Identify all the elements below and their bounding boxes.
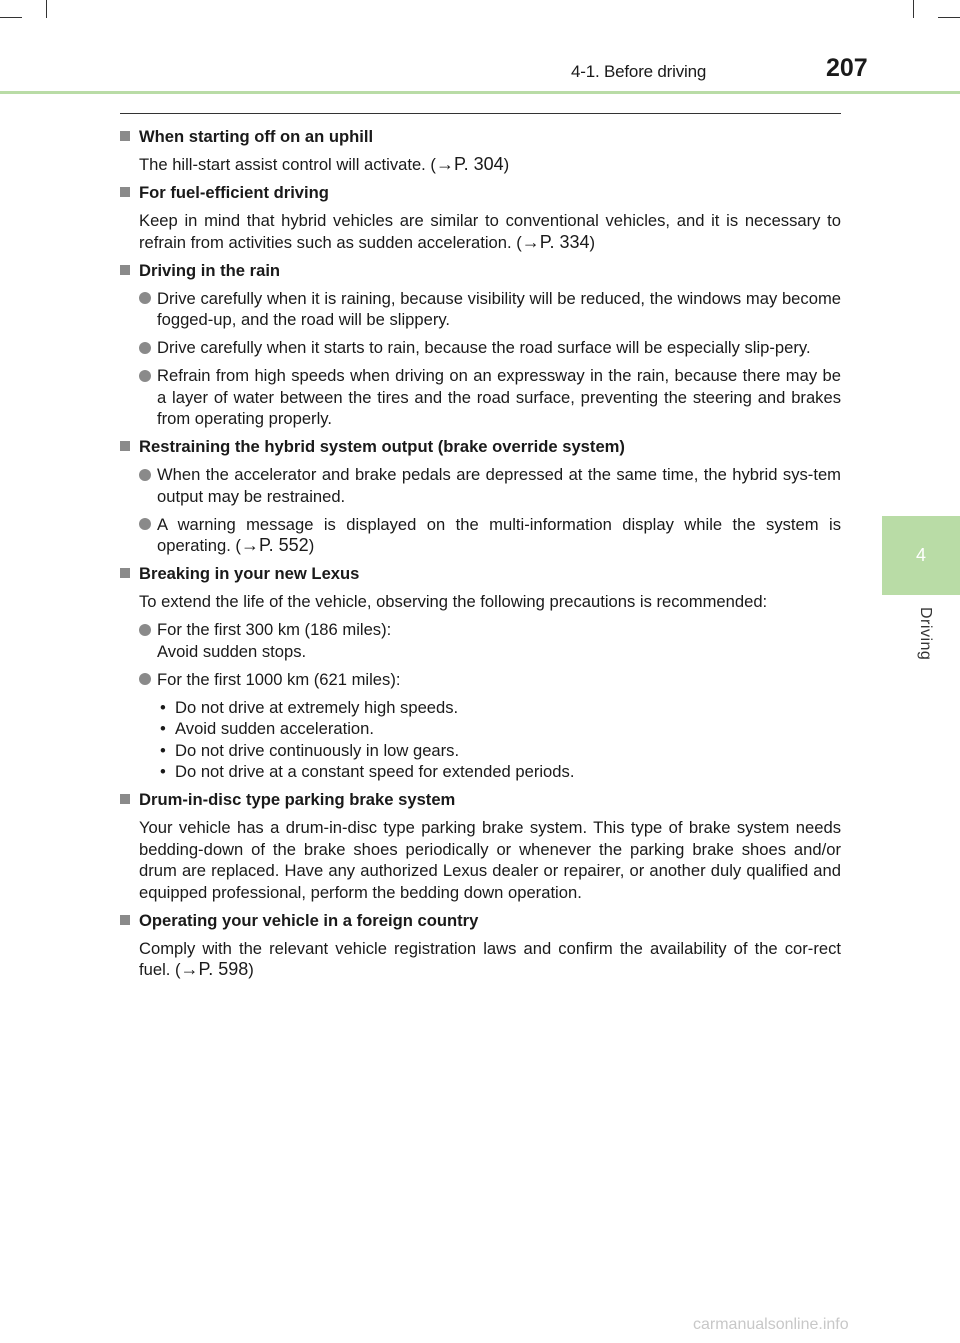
- circle-bullet-icon: [139, 342, 151, 354]
- section-heading: Breaking in your new Lexus: [120, 563, 841, 585]
- sub-list: [160, 697, 841, 783]
- list-item: Drive carefully when it is raining, because visibility will be reduced, the windows may become fogged-up, and the road will be slippery.: [139, 288, 841, 331]
- list-item: For the first 300 km (186 miles): Avoid sudden stops.: [139, 619, 841, 662]
- page-reference-link[interactable]: →P. 304: [435, 154, 504, 174]
- section-paragraph: Comply with the relevant vehicle registration laws and confirm the availability of the cor-rect fuel. (→P. 598): [139, 938, 841, 979]
- section-heading: Drum-in-disc type parking brake system: [120, 789, 841, 811]
- section-heading: Driving in the rain: [120, 260, 841, 282]
- page-reference-link[interactable]: →P. 598: [180, 959, 249, 979]
- crop-mark: [46, 0, 47, 18]
- square-bullet-icon: [120, 187, 130, 197]
- page-content: [120, 126, 841, 981]
- sub-list-item: • Do not drive continuously in low gears.: [160, 740, 460, 760]
- page-reference-link[interactable]: →P. 334: [521, 231, 590, 252]
- square-bullet-icon: [120, 915, 130, 925]
- header-rule: [0, 91, 960, 94]
- watermark: carmanualsonline.info: [693, 1316, 849, 1333]
- chapter-title: Driving: [917, 607, 934, 661]
- circle-bullet-icon: [139, 292, 151, 304]
- page-number: 207: [826, 54, 868, 82]
- section-paragraph: Keep in mind that hybrid vehicles are similar to conventional vehicles, and it is necessary to refrain from activities such as sudden acceleration. (→P. 334): [139, 211, 841, 252]
- section-paragraph: Your vehicle has a drum-in-disc type parking brake system. This type of brake system needs bedding-down of the brake shoes periodically or whenever the parking brake shoes and/or drum are replaced. Have any authorized Lexus dealer or repairer, or another duly qualified and equipped professional, perform the bedding down operation.: [139, 818, 841, 902]
- square-bullet-icon: [120, 441, 130, 451]
- crop-mark: [913, 0, 914, 18]
- list-item: When the accelerator and brake pedals are depressed at the same time, the hybrid sys-tem output may be restrained.: [139, 464, 841, 507]
- chapter-number: 4: [915, 545, 926, 565]
- circle-bullet-icon: [139, 624, 151, 636]
- section-heading: For fuel-efficient driving: [120, 182, 841, 204]
- section-heading: Operating your vehicle in a foreign country: [120, 910, 841, 932]
- section-heading: When starting off on an uphill: [120, 126, 841, 148]
- list-item: A warning message is displayed on the multi-information display while the system is operating. (→P. 552): [139, 514, 841, 557]
- section-title: 4-1. Before driving: [571, 62, 707, 81]
- list-item: Drive carefully when it starts to rain, because the road surface will be especially slip-pery.: [139, 337, 841, 359]
- square-bullet-icon: [120, 265, 130, 275]
- circle-bullet-icon: [139, 370, 151, 382]
- square-bullet-icon: [120, 794, 130, 804]
- page-reference-link[interactable]: →P. 552: [240, 535, 309, 555]
- content-top-rule: [120, 113, 841, 114]
- crop-mark: [938, 17, 960, 18]
- circle-bullet-icon: [139, 469, 151, 481]
- list-item: For the first 1000 km (621 miles):: [139, 669, 841, 691]
- section-heading: Restraining the hybrid system output (brake override system): [120, 436, 841, 458]
- square-bullet-icon: [120, 131, 130, 141]
- circle-bullet-icon: [139, 518, 151, 530]
- crop-mark: [0, 17, 22, 18]
- section-paragraph: To extend the life of the vehicle, observing the following precautions is recommended:: [139, 592, 768, 611]
- sub-list-item: • Do not drive at a constant speed for extended periods.: [160, 762, 575, 781]
- sub-list-item: • Do not drive at extremely high speeds.: [160, 697, 459, 717]
- sub-list-item: • Avoid sudden acceleration.: [160, 719, 374, 738]
- section-paragraph: The hill-start assist control will activate. (→P. 304): [139, 154, 510, 174]
- list-item: Refrain from high speeds when driving on an expressway in the rain, because there may be a layer of water between the tires and the road surface, preventing the steering and brakes from operating properly.: [139, 365, 841, 430]
- square-bullet-icon: [120, 568, 130, 578]
- chapter-tab[interactable]: [882, 516, 960, 595]
- circle-bullet-icon: [139, 673, 151, 685]
